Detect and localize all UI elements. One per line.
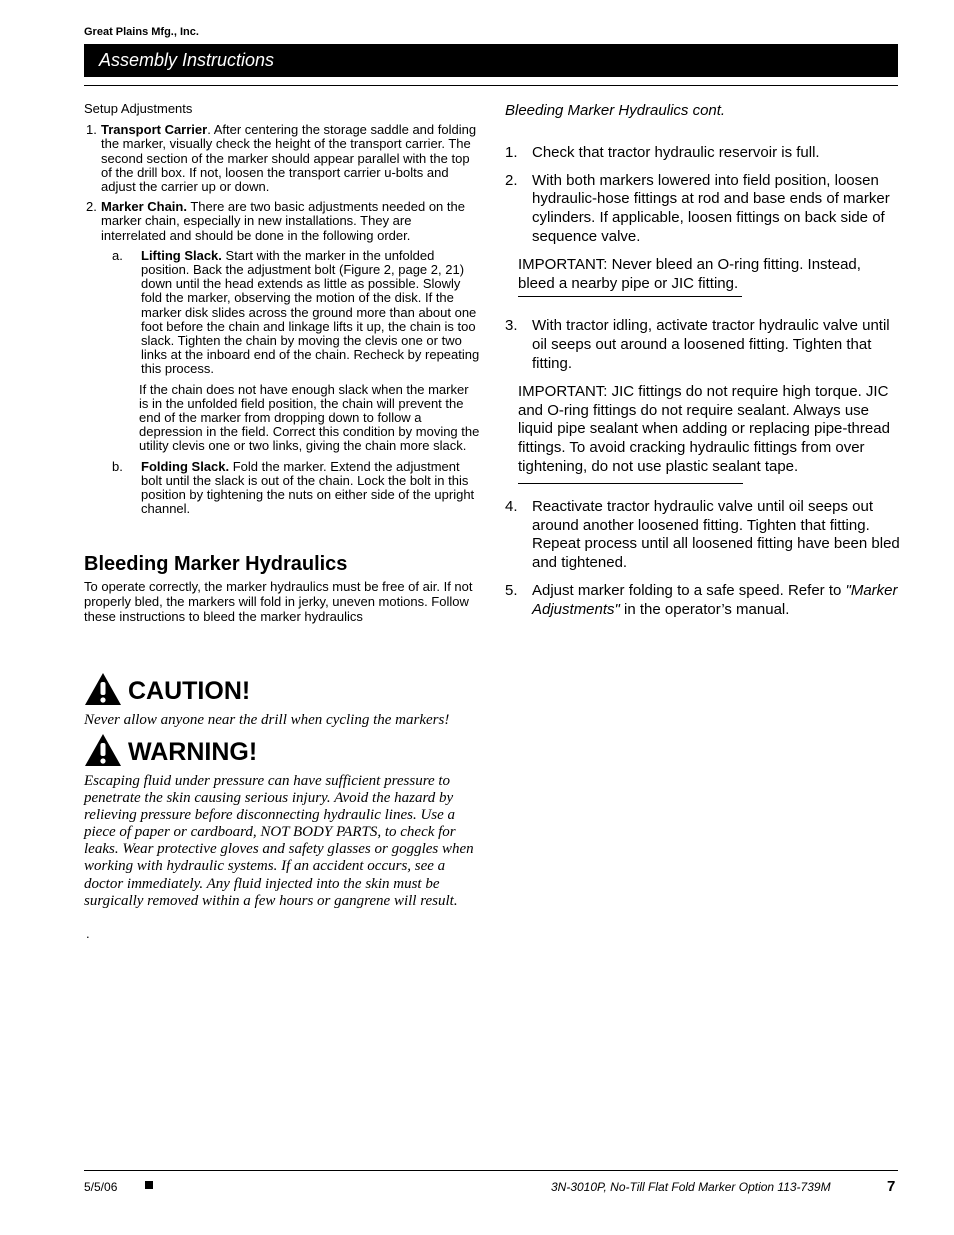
important-rule xyxy=(518,483,743,484)
step-number: 4. xyxy=(505,497,518,515)
list-item xyxy=(505,498,900,573)
sub-label: Lifting Slack. xyxy=(141,247,222,263)
item-number: 2. xyxy=(86,199,97,215)
setup-column xyxy=(84,102,480,522)
important-note: IMPORTANT: JIC fittings do not require high torque. JIC and O-ring fittings do not require sealant. Always use liquid pipe sealant when adding or replacing pipe-thread fittings. To avoid cracking hydraulic fittings from over tightening, do not use plastic sealant tape. xyxy=(518,382,890,475)
stray-dot: . xyxy=(86,926,90,941)
caution-heading xyxy=(84,672,250,706)
item-text: There are two basic adjustments needed on the marker chain, especially in new installations. They are interrelated and should be done in the following order. xyxy=(101,199,465,243)
sub-letter: a. xyxy=(112,247,123,263)
sub-note: If the chain does not have enough slack when the marker is in the unfolded field position, the chain will prevent the end of the marker from dropping down to follow a depression in the field. Correct this condition by moving the utility clevis one or two links, giving the chain more slack. xyxy=(139,381,480,454)
list-item xyxy=(505,317,900,373)
item-label: Transport Carrier xyxy=(101,122,208,138)
step-text: Check that tractor hydraulic reservoir is full. xyxy=(532,143,820,161)
warning-text: Escaping fluid under pressure can have sufficient pressure to penetrate the skin causing serious injury. Avoid the hazard by relieving pressure before disconnecting hydraulic lines. Use a piece of paper or cardboard, NOT BODY PARTS, to check for leaks. Wear protective gloves and safety glasses or goggles when working with hydraulic systems. If an accident occurs, see a doctor immediately. Any fluid injected into the skin must be surgically removed within a few hours or gangrene will result. xyxy=(84,773,474,909)
step-text: With both markers lowered into field position, loosen hydraulic-hose fittings at rod and base ends of marker cylinders. If applicable, loosen fittings on back side of sequence valve. xyxy=(532,171,890,245)
bleeding-intro: To operate correctly, the marker hydraulics must be free of air. If not properly bled, the markers will fold in jerky, uneven motions. Follow these instructions to bleed the marker hydraulics xyxy=(84,579,473,624)
sub-label: Folding Slack. xyxy=(141,458,230,474)
step-number: 5. xyxy=(505,581,518,599)
sub-item xyxy=(84,249,480,377)
manual-reference: "Marker Adjustments" xyxy=(532,581,898,618)
warning-heading xyxy=(84,733,257,767)
step-text: in the operator’s manual. xyxy=(619,600,790,618)
sub-letter: b. xyxy=(112,458,123,474)
sub-text: Start with the marker in the unfolded position. Back the adjustment bolt (Figure 2, page 2, 21) down until the head extends as little as possible. Slowly fold the marker, observing the motion of the disk. If the marker disk slides across the ground more than about one foot before the chain and linkage lifts it up, the chain is too slack. Tighten the chain by moving the clevis one or two links at the inboard end of the chain. Recheck by repeating this process. xyxy=(141,247,480,377)
warning-label: WARNING! xyxy=(128,738,258,766)
continued-title: Bleeding Marker Hydraulics cont. xyxy=(505,102,726,119)
step-number: 1. xyxy=(505,143,518,161)
step-text: Adjust marker folding to a safe speed. Refer to xyxy=(532,581,846,599)
item-text: . After centering the storage saddle and folding the marker, visually check the height of the transport carrier. The second section of the marker should appear parallel with the top of the drill box. If not, loosen the transport carrier u-bolts and adjust the carrier up or down. xyxy=(101,122,477,195)
footer-doc-title: 3N-3010P, No-Till Flat Fold Marker Option 113-739M xyxy=(551,1180,831,1194)
warning-icon xyxy=(84,733,122,767)
company-name: Great Plains Mfg., Inc. xyxy=(84,26,199,38)
important-rule xyxy=(518,296,742,297)
sub-text: Fold the marker. Extend the adjustment bolt until the slack is out of the chain. Lock the bolt in this position by tightening the nuts on either side of the upright channel. xyxy=(141,458,475,517)
section-title: Assembly Instructions xyxy=(99,50,275,70)
page-number: 7 xyxy=(887,1178,896,1195)
step-text: With tractor idling, activate tractor hydraulic valve until oil seeps out around a loosened fitting. Tighten that fitting. xyxy=(532,317,890,372)
list-item xyxy=(84,200,480,243)
step-text: Reactivate tractor hydraulic valve until oil seeps out around another loosened fitting. Tighten that fitting. Repeat process until all loosened fitting have been bled and tightened. xyxy=(532,497,900,572)
caution-icon xyxy=(84,672,122,706)
caution-text: Never allow anyone near the drill when cycling the markers! xyxy=(84,712,450,728)
footer-rule xyxy=(84,1170,898,1171)
header-rule xyxy=(84,85,898,86)
list-item xyxy=(505,582,900,620)
important-note: IMPORTANT: Never bleed an O-ring fitting. Instead, bleed a nearby pipe or JIC fitting. xyxy=(518,255,861,292)
list-item xyxy=(505,144,900,163)
setup-title: Setup Adjustments xyxy=(84,101,193,116)
footer-square-icon xyxy=(145,1181,153,1189)
footer-date: 5/5/06 xyxy=(84,1180,118,1194)
list-item xyxy=(505,172,900,247)
bleeding-heading: Bleeding Marker Hydraulics xyxy=(84,553,348,575)
bleeding-steps-column xyxy=(505,102,900,629)
section-banner xyxy=(84,44,898,77)
list-item xyxy=(84,123,480,194)
step-number: 3. xyxy=(505,317,518,335)
item-label: Marker Chain. xyxy=(101,199,187,215)
step-number: 2. xyxy=(505,171,518,189)
sub-item xyxy=(84,460,480,517)
caution-label: CAUTION! xyxy=(128,677,251,705)
item-number: 1. xyxy=(86,122,97,138)
